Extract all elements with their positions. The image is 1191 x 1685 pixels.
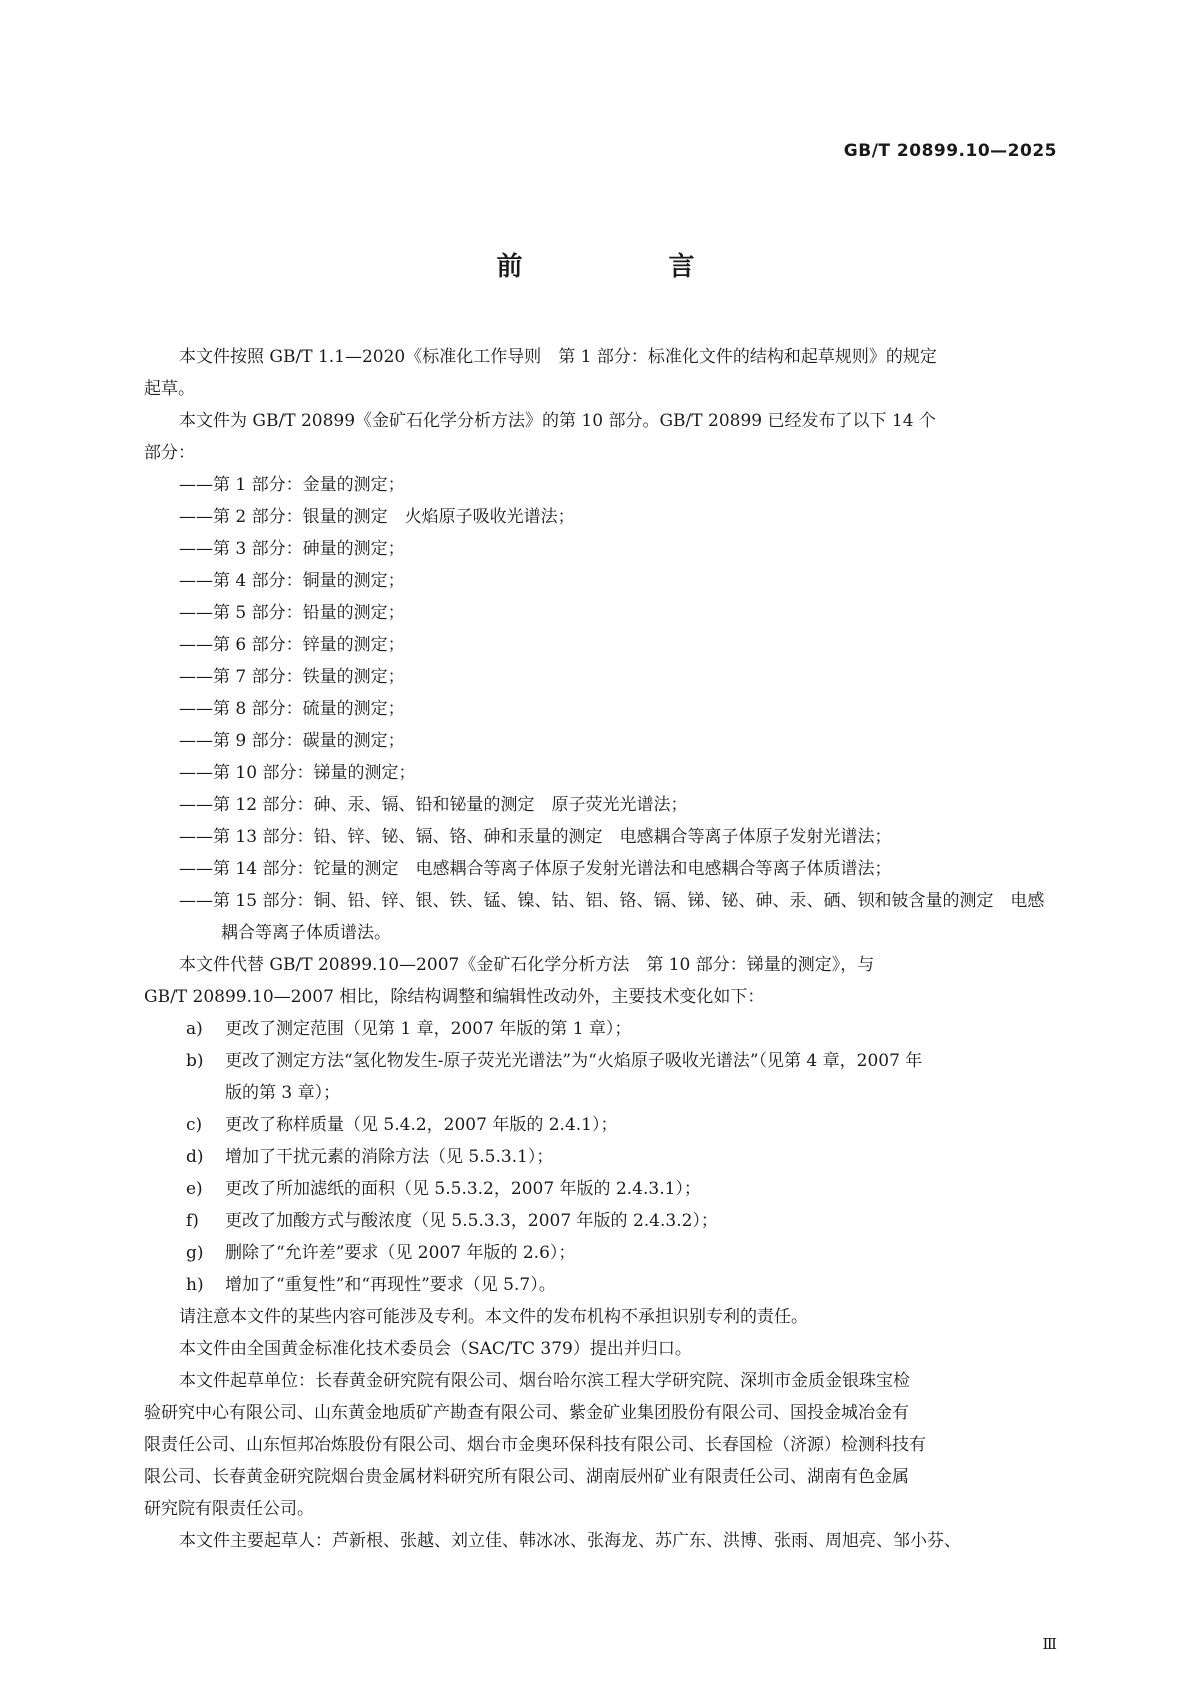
list-marker: d) [186, 1147, 204, 1167]
paragraph-patent: 请注意本文件的某些内容可能涉及专利。本文件的发布机构不承担识别专利的责任。 [179, 1307, 808, 1327]
text-line: 研究院有限责任公司。 [144, 1499, 314, 1519]
change-item-c [144, 1109, 1057, 1141]
change-item-e [144, 1173, 1057, 1205]
text-line: 本文件按照 GB/T 1.1—2020《标准化工作导则 第 1 部分：标准化文件的结构和起草规则》的规定 [179, 347, 937, 367]
list-marker: f) [186, 1211, 199, 1231]
list-marker: g) [186, 1243, 204, 1263]
list-item: ——第 1 部分：金量的测定； [179, 475, 405, 495]
page-number: Ⅲ [1042, 1635, 1057, 1653]
text-line: 起草。 [144, 379, 195, 399]
list-item [144, 885, 1057, 949]
text-line: 增加了干扰元素的消除方法（见 5.5.3.1）； [225, 1147, 554, 1167]
list-item: ——第 5 部分：铅量的测定； [179, 603, 405, 623]
text-line: 本文件起草单位：长春黄金研究院有限公司、烟台哈尔滨工程大学研究院、深圳市金质金银珠宝检 [179, 1371, 910, 1391]
text-line: 更改了所加滤纸的面积（见 5.5.3.2，2007 年版的 2.4.3.1）； [225, 1179, 701, 1199]
text-line: 本文件代替 GB/T 20899.10—2007《金矿石化学分析方法 第 10 部分：锑量的测定》，与 [179, 955, 875, 975]
list-marker: a) [186, 1019, 203, 1039]
list-item: ——第 3 部分：砷量的测定； [179, 539, 405, 559]
text-line: 本文件为 GB/T 20899《金矿石化学分析方法》的第 10 部分。GB/T 20899 已经发布了以下 14 个 [179, 411, 936, 431]
list-item: ——第 2 部分：银量的测定 火焰原子吸收光谱法； [179, 507, 575, 527]
text-line: 耦合等离子体质谱法。 [221, 923, 391, 943]
change-item-g [144, 1237, 1057, 1269]
text-line: 更改了测定方法“氢化物发生-原子荧光光谱法”为“火焰原子吸收光谱法”（见第 4 章，2007 年 [225, 1051, 923, 1071]
list-item: ——第 4 部分：铜量的测定； [179, 571, 405, 591]
paragraph-basis [144, 341, 1057, 405]
text-line: 限公司、长春黄金研究院烟台贵金属材料研究所有限公司、湖南辰州矿业有限责任公司、湖南有色金属 [144, 1467, 909, 1487]
page-title: 前 言 [496, 252, 755, 282]
text-line: GB/T 20899.10—2007 相比，除结构调整和编辑性改动外，主要技术变化如下： [144, 987, 765, 1007]
paragraph-series [144, 405, 1057, 469]
paragraph-replacement [144, 949, 1057, 1013]
paragraph-drafters: 本文件主要起草人：芦新根、张越、刘立佳、韩冰冰、张海龙、苏广东、洪博、张雨、周旭亮、邹小芬、 [179, 1531, 961, 1551]
text-line: 验研究中心有限公司、山东黄金地质矿产勘查有限公司、紫金矿业集团股份有限公司、国投金城冶金有 [144, 1403, 909, 1423]
list-item: ——第 14 部分：铊量的测定 电感耦合等离子体原子发射光谱法和电感耦合等离子体质谱法； [179, 859, 892, 879]
text-line: 更改了测定范围（见第 1 章，2007 年版的第 1 章）； [225, 1019, 632, 1039]
list-item: ——第 13 部分：铅、锌、铋、镉、铬、砷和汞量的测定 电感耦合等离子体原子发射光谱法； [179, 827, 892, 847]
text-line: 更改了称样质量（见 5.4.2，2007 年版的 2.4.1）； [225, 1115, 618, 1135]
list-item: ——第 6 部分：锌量的测定； [179, 635, 405, 655]
text-line: 删除了“允许差”要求（见 2007 年版的 2.6）； [225, 1243, 576, 1263]
change-item-f [144, 1205, 1057, 1237]
standard-number: GB/T 20899.10—2025 [843, 141, 1057, 161]
list-item: ——第 9 部分：碳量的测定； [179, 731, 405, 751]
foreword-body [144, 341, 1057, 1557]
text-line: ——第 15 部分：铜、铅、锌、银、铁、锰、镍、钴、铝、铬、镉、锑、铋、砷、汞、硒、钡和铍含量的测定 电感 [179, 891, 1045, 911]
paragraph-proposed: 本文件由全国黄金标准化技术委员会（SAC/TC 379）提出并归口。 [179, 1339, 692, 1359]
change-item-d [144, 1141, 1057, 1173]
text-line: 版的第 3 章）； [225, 1083, 341, 1103]
change-item-b [144, 1045, 1057, 1109]
list-marker: b) [186, 1051, 204, 1071]
list-item: ——第 7 部分：铁量的测定； [179, 667, 405, 687]
text-line: 增加了“重复性”和“再现性”要求（见 5.7）。 [225, 1275, 556, 1295]
change-item-h [144, 1269, 1057, 1301]
list-marker: e) [186, 1179, 203, 1199]
text-line: 更改了加酸方式与酸浓度（见 5.5.3.3，2007 年版的 2.4.3.2）； [225, 1211, 718, 1231]
text-line: 限责任公司、山东恒邦冶炼股份有限公司、烟台市金奥环保科技有限公司、长春国检（济源）检测科技有 [144, 1435, 926, 1455]
paragraph-drafting-units [144, 1365, 1057, 1525]
list-item: ——第 12 部分：砷、汞、镉、铅和铋量的测定 原子荧光光谱法； [179, 795, 688, 815]
list-item: ——第 10 部分：锑量的测定； [179, 763, 416, 783]
list-marker: h) [186, 1275, 204, 1295]
list-item: ——第 8 部分：硫量的测定； [179, 699, 405, 719]
list-marker: c) [186, 1115, 203, 1135]
text-line: 部分： [144, 443, 195, 463]
change-item-a [144, 1013, 1057, 1045]
